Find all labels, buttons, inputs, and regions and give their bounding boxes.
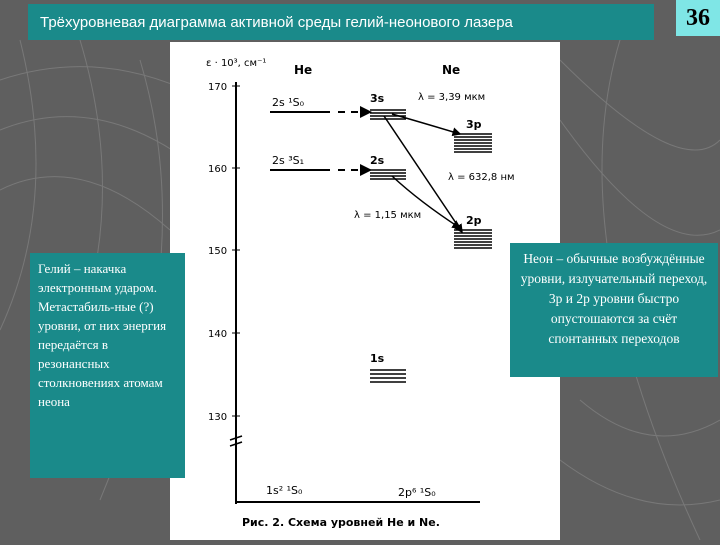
ne-2s-label: 2s — [370, 154, 385, 167]
energy-level-diagram — [170, 42, 560, 540]
transition-115-label: λ = 1,15 мкм — [354, 210, 422, 221]
ne-1s-level — [370, 370, 406, 382]
tick-160: 160 — [208, 164, 228, 175]
transition-6328-label: λ = 632,8 нм — [448, 172, 515, 183]
ne-1s-label: 1s — [370, 352, 385, 365]
figure-caption: Рис. 2. Схема уровней He и Ne. — [242, 516, 440, 529]
column-ne: Ne — [442, 63, 461, 77]
slide-title: Трёхуровневая диаграмма активной среды гелий-неонового лазера — [28, 4, 654, 40]
tick-150: 150 — [208, 246, 228, 257]
neon-note: Неон – обычные возбуждённые уровни, излучательный переход, 3р и 2р уровни быстро опустошаются за счёт спонтанных переходов — [510, 243, 718, 377]
tick-170: 170 — [208, 82, 228, 93]
ne-3p-label: 3p — [466, 118, 482, 131]
ne-3p-level — [454, 134, 492, 152]
he-singlet-label: 2s ¹S₀ — [272, 96, 305, 109]
he-ground-label: 1s² ¹S₀ — [266, 484, 303, 497]
ne-3s-level — [370, 110, 406, 119]
tick-140: 140 — [208, 329, 228, 340]
transition-339-label: λ = 3,39 мкм — [418, 92, 486, 103]
he-triplet-label: 2s ³S₁ — [272, 154, 305, 167]
column-he: He — [294, 63, 313, 77]
helium-note: Гелий – накачка электронным ударом. Метастабиль-ные (?) уровни, от них энергия передаётся в резонансных столкновениях атомам неона — [30, 253, 185, 478]
transition-3s-3p — [392, 114, 460, 134]
ne-2p-level — [454, 230, 492, 248]
ne-3s-label: 3s — [370, 92, 385, 105]
axis-label: ε · 10³, см⁻¹ — [206, 58, 267, 69]
slide-number: 36 — [676, 0, 720, 36]
ne-ground-label: 2p⁶ ¹S₀ — [398, 486, 436, 499]
ne-2p-label: 2p — [466, 214, 482, 227]
diagram-canvas — [170, 42, 560, 540]
ne-2s-level — [370, 170, 406, 179]
tick-130: 130 — [208, 412, 228, 423]
